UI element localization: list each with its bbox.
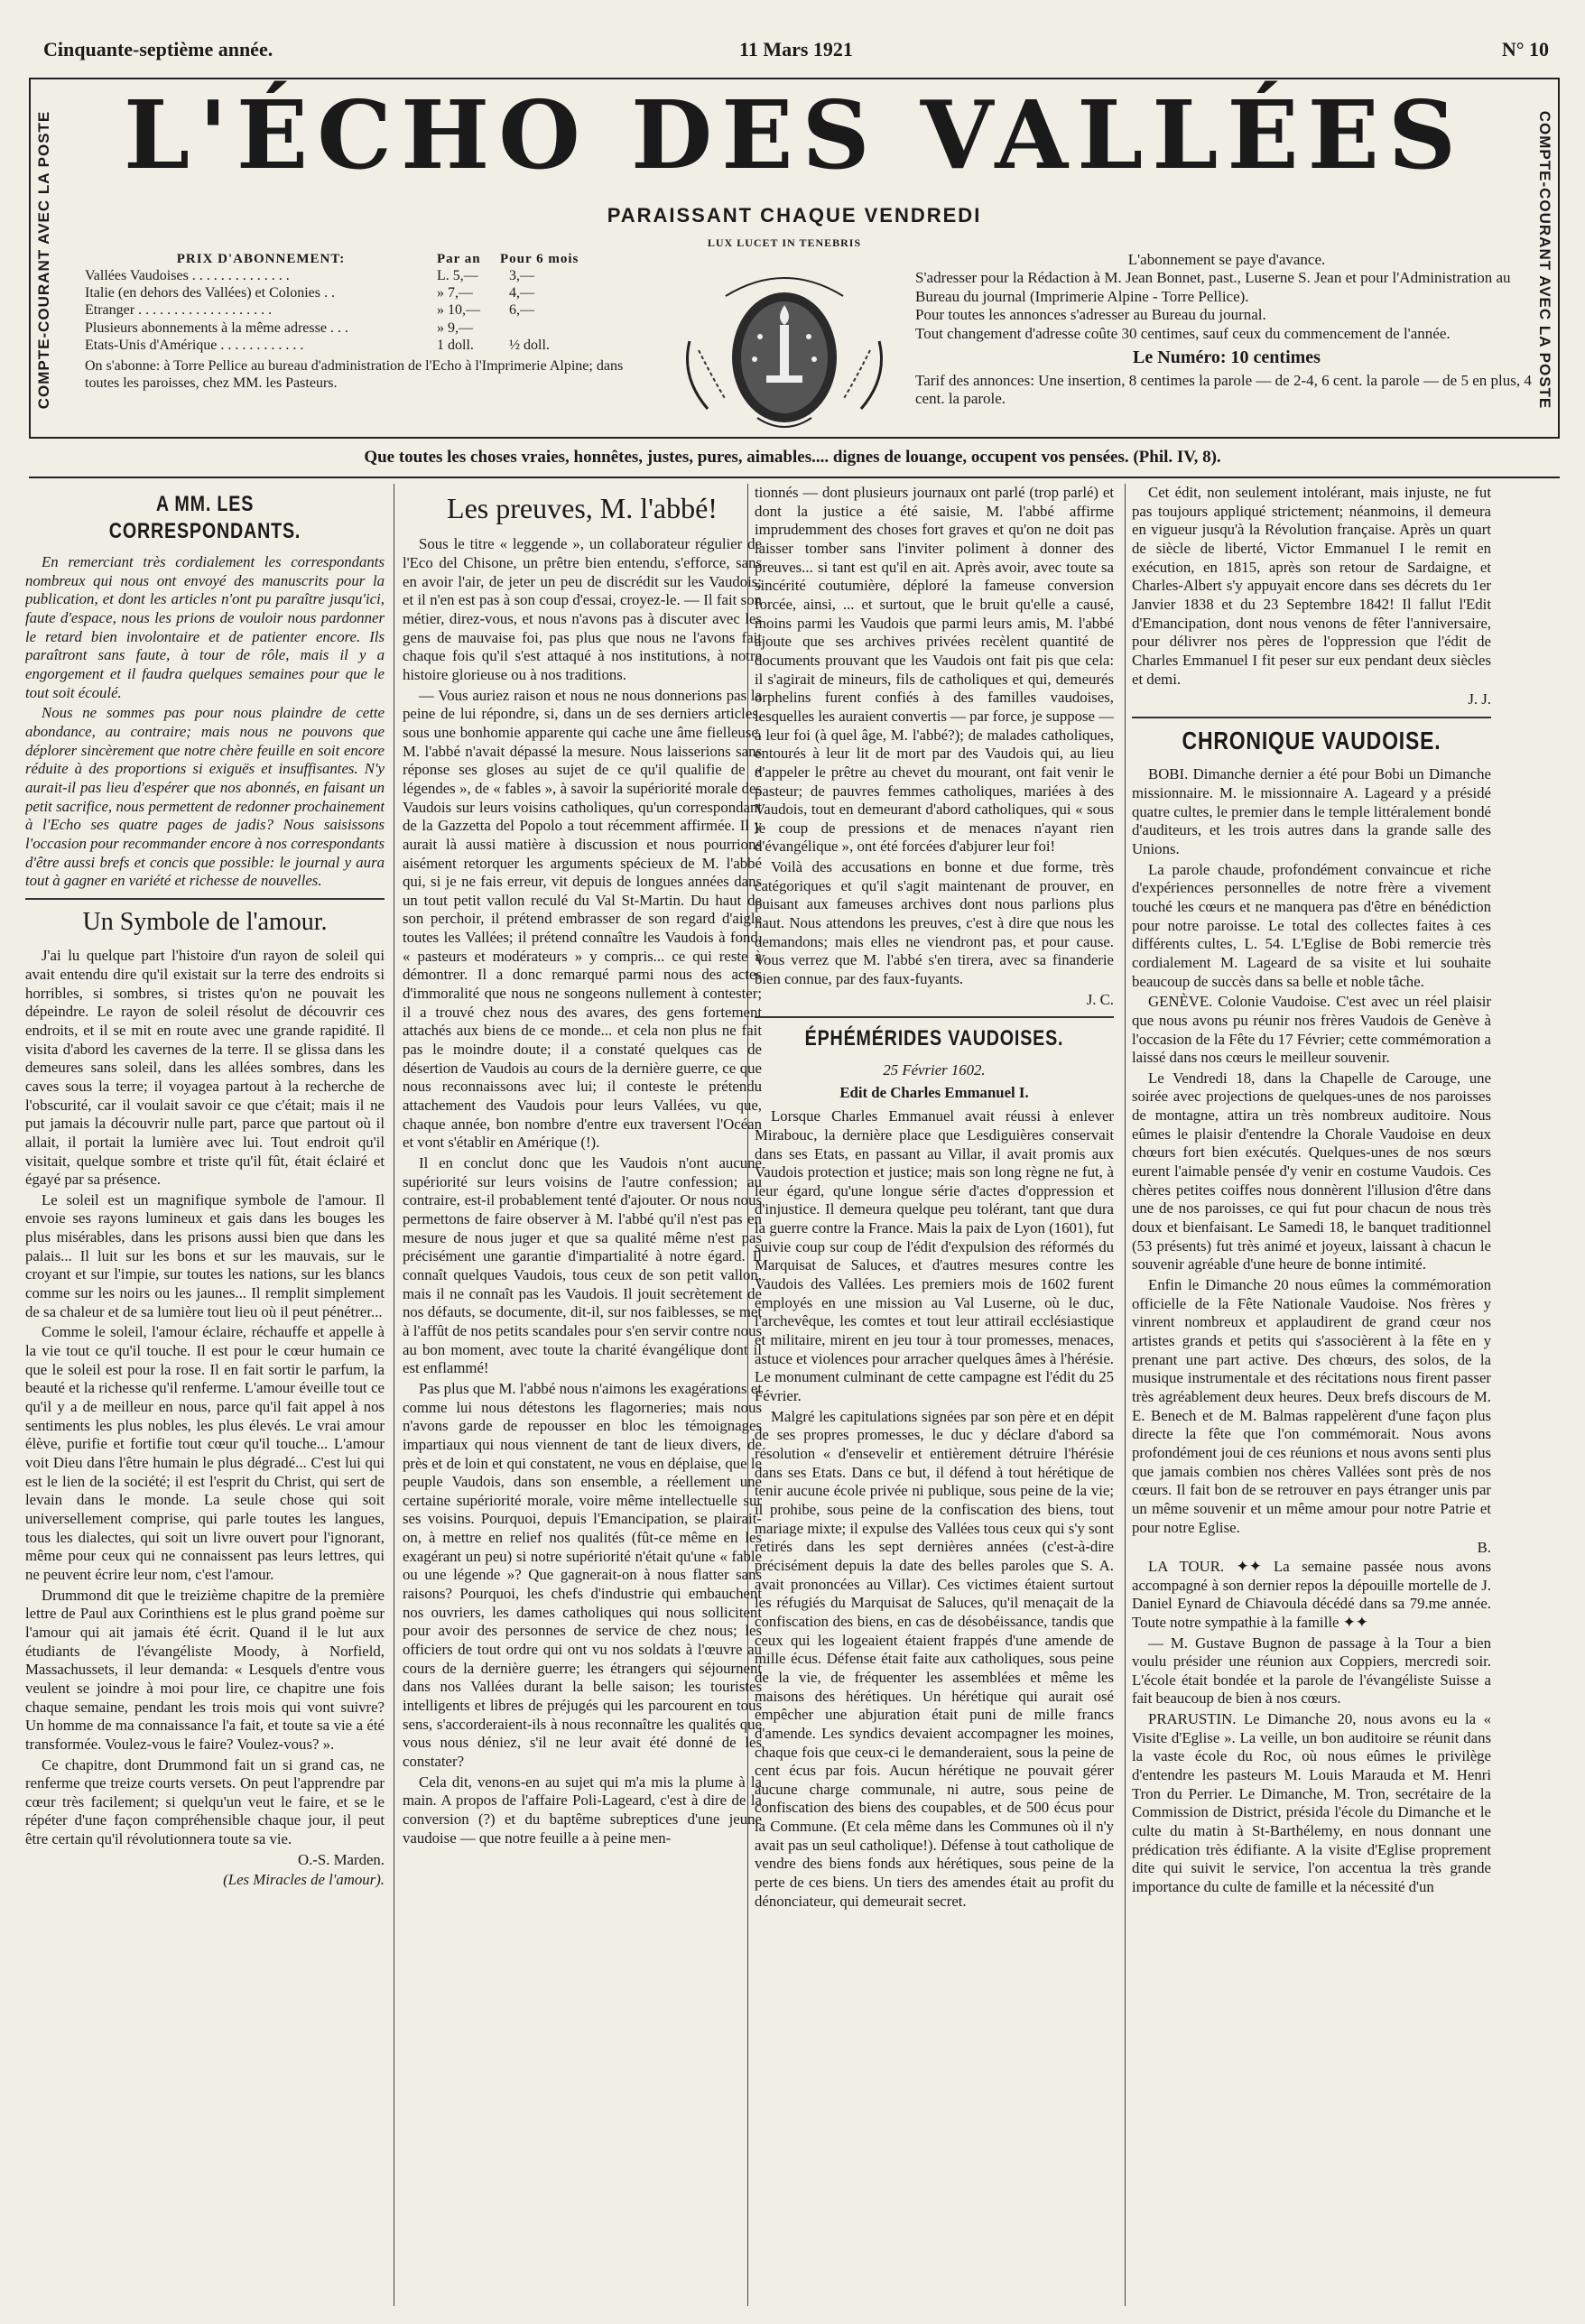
prices-heading: PRIX D'ABONNEMENT: (176, 252, 346, 266)
paragraph: PRARUSTIN. Le Dimanche 20, nous avons eu la « Visite d'Eglise ». La veille, un bon auditoire se réunit dans la vaste école du Roc, où nous eûmes le privilège d'entendre les pasteurs M. Louis Marauda et M. Henri Tron du Perrier. Le Dimanche, M. Tron, secrétaire de la Commission de District, présida l'école du Dimanche et le culte du matin à St-Barthélemy, en nous donnant une prédication très édifiante. A la visite d'Eglise proprement dite qui suivit le service, l'on accentua la très grande importance du culte de famille et la nécessité d'un (1132, 1710, 1491, 1896)
paragraph: LA TOUR. ✦✦ La semaine passée nous avons accompagné à son dernier repos la dépouille mortelle de J. Daniel Eynard de Chiavoula décédé dans sa 79.me année. Toute notre sympathie à la famille ✦✦ (1132, 1557, 1491, 1631)
issue-number: N° 10 (1501, 38, 1549, 60)
divider (25, 898, 385, 900)
newspaper-title: L'ÉCHO DES VALLÉES (123, 79, 1466, 190)
side-text-right: COMPTE-COURANT AVEC LA POSTE (1536, 110, 1553, 410)
paragraph: Pas plus que M. l'abbé nous n'aimons les exagérations et comme lui nous détestons les flagorneries; mais nous n'avons garde de repousser en bloc les témoignages impartiaux qui nous viennent de tant de lieux divers, de près et de loin et qui constatent, ne vous en déplaise, que le peuple Vaudois, dans son ensemble, a réellement une certaine supériorité morale, voire même intellectuelle sur ses voisins. Pourquoi, depuis l'Emancipation, se plairait-on, à mettre en relief nos qualités (fût-ce même en les exagérant un peu) si notre supériorité n'était qu'une « fable ou une légende »? Que gagnerait-on à nous flatter sans raisons? Pourquoi, les chefs d'industrie qui embauchent nos ouvriers, les dames catholiques qui nous sollicitent pour avoir des personnes de service de chez nous; les officiers de tout ordre qui ont vu nos soldats à l'œuvre au cours de la dernière guerre; les étrangers qui séjournent dans nos Vallées durant la belle saison; les touristes intelligents et libres de préjugés qui les parcourent en tous sens, s'accorderaient-ils à nous reconnaître les qualités que vous nous déniez, s'il ne leur avait été donné de les constater? (403, 1379, 762, 1771)
year-label: Cinquante-septième année. (43, 38, 273, 60)
paragraph: Sous le titre « leggende », un collaborateur régulier de l'Eco del Chisone, un prêtre bien entendu, s'efforce, sans en avoir l'air, de jeter un peu de discrédit sur les Vaudois; et il n'en est pas à son coup d'essai, croyez-le. — Il fait son métier, direz-vous, et nous n'avons pas à discuter avec les gens de mauvaise foi, pas plus que nous ne l'avons fait chaque fois qu'il s'est attaqué à nos institutions, à notre histoire glorieuse ou à nos traditions. (403, 535, 762, 683)
column-divider (1125, 484, 1126, 2306)
paragraph: Nous ne sommes pas pour nous plaindre de cette abondance, au contraire; mais nous ne pouvons que déplorer sincèrement que notre chère feuille en soit encore réduite à des proportions si exiguës et insuffisantes. N'y aurait-il pas lieu d'espérer que nos abonnés, en faisant un petit sacrifice, nous permettent de redonner prochainement à l'Echo ses quatre pages de jadis? Nous saisissons l'occasion pour recommander encore à nos correspondants d'être aussi brefs et concis que possible: le journal y aura tout à gagner en variété et richesse de nouvelles. (25, 704, 385, 890)
paragraph: J'ai lu quelque part l'histoire d'un rayon de soleil qui avait entendu dire qu'il existait sur la terre des endroits si horribles, si sombres, si tristes qu'on ne pouvait les dépeindre. Le rayon de soleil résolut de découvrir ces endroits, et il se mit en route avec une grande rapidité. Il visita d'abord les cavernes de la terre. Il se glissa dans les demeures sans soleil, dans les allées sombres, dans les caves sous la terre; il voyagea partout à la recherche de l'obscurité, car il voulait savoir ce que c'était; mais il ne put jamais la découvrir nulle part, parce que partout où il allait, il portait la lumière avec lui. Tout endroit qu'il visitait, quelque sombre et triste qu'il fût, était éclairé et égayé par sa présence. (25, 947, 385, 1189)
paragraph: — Vous auriez raison et nous ne nous donnerions pas la peine de lui répondre, si, dans un de ses derniers articles, sous une bonhomie apparente qui cache une âme fielleuse, M. l'abbé n'avait dépassé la mesure. Nous laisserions sans réponse ses gloses au sujet de ce qu'il qualifie de « légendes », de « fables », à savoir la supériorité morale des Vaudois sur leurs voisins catholiques, qu'un correspondant de la Gazzetta del Popolo a tout récemment affirmée. Il y aurait là aussi matière à discussion et nous pourrions aisément retorquer les arguments spécieux de M. l'abbé qui, si je ne fais erreur, vit depuis de longues années dans un tout petit vallon reculé du Val St-Martin. Du haut de son perchoir, il prétend embrasser de son regard d'aigle toutes les Vallées; il prétend connaître les Vaudois à fond, « pasteurs et modérateurs » y compris... ce qui reste à démontrer. Il a donc remarqué parmi nous des actes d'immoralité que nous ne songeons nullement à contester; il a trouvé chez nous des avares, des gens fortement attachés aux biens de ce monde... et cela non plus ne fait pas le moindre doute; il a constaté quelques cas de désertion de Vaudois au cours de la dernière guerre, ce que nous reconnaissons avec lui; il conteste le prétendu attachement des Vaudois pour leurs Vallées, vu que, chaque année, bon nombre d'entre eux traversent l'Océan et vont s'établir en Amérique (!). (403, 686, 762, 1152)
divider (755, 1016, 1114, 1018)
price-row: Etats-Unis d'Amérique . . . . . . . . . . . . 1 doll. ½ doll. (85, 337, 550, 353)
column-1 (25, 484, 385, 2306)
info-line: Tout changement d'adresse coûte 30 centimes, sauf ceux du commencement de l'année. (915, 324, 1451, 342)
price-row: Vallées Vaudoises . . . . . . . . . . . . . . L. 5,— 3,— (85, 268, 534, 283)
signature: J. C. (1086, 990, 1114, 1008)
top-line (43, 38, 1549, 69)
info-line: Pour toutes les annonces s'adresser au Bureau du journal. (915, 306, 1266, 324)
paragraph: La parole chaude, profondément convaincue et riche d'expériences personnelles de notre frère a vivement touché les cœurs et ne manquera pas d'être en bénédiction pour notre paroisse. Le total des collectes faites à ces différents cultes, L. 54. L'Eglise de Bobi remercie très cordialement M. Lageard de sa visite et lui souhaite beaucoup de succès dans sa belle et noble tâche. (1132, 860, 1491, 990)
prices-col-year: Par an (437, 252, 481, 266)
price-row: Plusieurs abonnements à la même adresse . . . » 9,— (85, 319, 473, 336)
article-heading: Un Symbole de l'amour. (82, 907, 328, 936)
column-4 (1132, 484, 1491, 2306)
paragraph: En remerciant très cordialement les correspondants nombreux qui nous ont envoyé des manuscrits pour la publication, et dont les articles n'ont pu paraître jusqu'ici, faute d'espace, nous les prions de vouloir nous pardonner le retard bien involontaire et de patienter encore. Ils paraîtront sans faute, à tour de rôle, mais il y a engorgement et il faudra quelques semaines pour que le tout soit écoulé. (25, 553, 385, 701)
signature: O.-S. Marden. (297, 1850, 385, 1868)
column-3 (755, 484, 1114, 2306)
article-date: 25 Février 1602. (883, 1060, 986, 1079)
subscription-prices (85, 251, 626, 392)
prices-col-half: Pour 6 mois (500, 252, 579, 266)
paragraph: Enfin le Dimanche 20 nous eûmes la commémoration officielle de la Fête Nationale Vaudoise. Nos frères y vinrent nombreux et applaudirent de grand cœur nos artistes grands et petits qui s'associèrent à la fête en y prenant une part active. Des chœurs, des solos, de la musique instrumentale et des récitations nous firent passer très agréablement deux heures. Deux brefs discours de M. E. Benech et de M. Balmas rappelèrent d'une façon plus directe la fête que l'on commémorait. Nous avons profondément joui de ces réunions et nous avons senti plus que jamais combien nos chères Vallées sont près de nos cœurs. Il fait bon de se retrouver en pays étranger unis par un même souvenir et un même amour pour notre Patrie et pour notre Eglise. (1132, 1276, 1491, 1536)
side-text-left: COMPTE-COURANT AVEC LA POSTE (35, 110, 52, 410)
article-heading: A MM. LES CORRESPONDANTS. (108, 492, 301, 543)
subscription-note: On s'abonne: à Torre Pellice au bureau d'administration de l'Echo à l'Imprimerie Alpine; dans toutes les paroisses, chez MM. les Pasteurs. (85, 357, 624, 392)
paragraph: GENÈVE. Colonie Vaudoise. C'est avec un réel plaisir que nous avons pu réunir nos frères Vaudois de Genève à l'occasion de la Fête du 17 Février; cette commémoration a laissé dans nos cœurs le meilleur souvenir. (1132, 993, 1491, 1067)
paragraph: — M. Gustave Bugnon de passage à la Tour a bien voulu présider une réunion aux Coppiers, mercredi soir. L'école était bondée et la parole de l'évangéliste Suisse a fait beaucoup de bien à nos cœurs. (1132, 1634, 1491, 1708)
column-2 (403, 484, 762, 2306)
signature: B. (1477, 1539, 1491, 1557)
publication-info (915, 251, 1538, 409)
divider (29, 477, 1560, 478)
paragraph: Le soleil est un magnifique symbole de l'amour. Il envoie ses rayons lumineux et gais dans les bouges les plus misérables, dans les prisons aussi bien que dans les palais... Il luit sur les bons et sur les mauvais, sur le croyant et sur l'impie, sur toutes les nations, sur les blancs comme sur les noirs ou les jaunes... Il remplit simplement de sa chaleur et de sa lumière tout lieu où il peut pénétrer... (25, 1190, 385, 1320)
article-heading: Les preuves, M. l'abbé! (447, 492, 718, 524)
paragraph: Cet édit, non seulement intolérant, mais injuste, ne fut pas toujours appliqué strictement; néanmoins, il demeura en vigueur jusqu'à la Révolution française. Après un quart de siècle de liberté, Victor Emmanuel I le remit en exécution, en 1815, après son retour de Sardaigne, et Charles-Albert s'y appuyait encore dans ses décrets du 1er Janvier 1838 et du 23 Septembre 1842! Il fallut l'Edit d'Emancipation, dont nous venons de fêter l'anniversaire, pour délivrer nos pères de l'oppression que l'édit de Charles Emmanuel I fit peser sur eux pendant deux siècles et demi. (1132, 484, 1491, 688)
waldensian-emblem (672, 236, 897, 449)
paragraph: Voilà des accusations en bonne et due forme, très catégoriques et qu'il s'agit maintenant de prouver, en puisant aux fameuses archives dont nous parlions plus haut. Nous attendons les preuves, c'est à dire que nous les demandons; mais elles ne viendront pas, et pour cause. Vous verrez que M. l'abbé s'en tirera, avec sa finanderie bien connue, par des faux-fuyants. (755, 858, 1114, 988)
candlestick-emblem-icon (672, 242, 897, 449)
issue-date: 11 Mars 1921 (739, 38, 853, 60)
ad-rates: Tarif des annonces: Une insertion, 8 centimes la parole — de 2-4, 6 cent. la parole — de 5 en plus, 4 cent. la parole. (915, 371, 1532, 408)
info-line: L'abonnement se paye d'avance. (1127, 251, 1326, 268)
paragraph: Malgré les capitulations signées par son père et en dépit de ses propres promesses, le duc y déclare d'abord sa résolution « d'ensevelir et entièrement détruire l'hérésie dans ses Etats. Dans ce but, il défend à tout hérétique de tenir aucune école privée ni publique, sous peine de la vie; il prohibe, sous peine de la confiscation des biens, tout mariage mixte; il expulse des Vallées tous ceux qui s'y sont retirés dans les sept dernières années (c'est-à-dire précisément depuis la date des belles paroles que S. A. avait prononcées au Villar). Ces victimes étaient surtout les réfugiés du Marquisat de Saluces, qu'il menaçait de la confiscation des biens, en cas de désobéissance, tandis que ceux qui les logeaient étaient frappés d'une amende de mille écus. Défense était faite aux catholiques, sous peine de la vie, de fréquenter les assemblées et même les maisons des hérétiques. Un hérétique qui aurait osé empêcher une abjuration était puni de mille francs d'amende. Les syndics devaient accompagner les moines, chaque fois que ceux-ci le demanderaient, sous la peine de cent écus par fois. Aucun hérétique ne pouvait gérer aucune charge communale, ni autre, sous peine de confiscation des biens des coupables, et de 500 écus pour la Commune. (Et cela même dans les Communes où il n'y avait pas un seul catholique!). Défense à tout catholique de vendre des biens fonds aux hérétiques, sous peine de la perte de ces biens. Un tiers des amendes était au profit du dénonciateur, qui demeurait secret. (755, 1407, 1114, 1910)
masthead (29, 78, 1560, 439)
info-line: S'adresser pour la Rédaction à M. Jean Bonnet, past., Luserne S. Jean et pour l'Administration au Bureau du journal (Imprimerie Alpine - Torre Pellice). (915, 269, 1511, 305)
epigraph: Que toutes les choses vraies, honnêtes, justes, pures, aimables.... dignes de louange, occupent vos pensées. (Phil. IV, 8). (364, 448, 1221, 467)
issue-price: Le Numéro: 10 centimes (1133, 347, 1321, 367)
emblem-motto: LUX LUCET IN TENEBRIS (707, 236, 862, 249)
paragraph: Comme le soleil, l'amour éclaire, réchauffe et appelle à la vie tout ce qu'il touche. Il est pour le cœur humain ce que le soleil est pour la rose. Il en fait sortir le parfum, la beauté et la richesse qu'il renferme. L'amour éveille tout ce qu'il y a de meilleur en nous, parce qu'il fait appel à nos sentiments les plus nobles, les plus élevés. Le vrai amour élève, purifie et fortifie tout cœur qu'il touche... L'amour voit Dieu dans l'être humain le plus dégradé... C'est lui qui est le lien de la société; il est l'esprit du Christ, qui sert de levain dans le monde. La seule chose qui soit universellement comprise, qui parle toutes les langues, tous les dialectes, qui soit un livre ouvert pour l'ignorant, même pour ceux qui ne connaissent pas leurs lettres, qui ne peuvent écrire leur nom, c'est l'amour. (25, 1323, 385, 1583)
paragraph: tionnés — dont plusieurs journaux ont parlé (trop parlé) et dont la justice a été saisie, M. l'abbé affirme imprudemment des choses fort graves et qu'on ne doit pas laisser tomber sans l'inviter poliment à donner des preuves... si tant est qu'il en ait. Après avoir, avec toute sa sincérité coutumière, déploré la fameuse conversion forcée, ainsi, ... et surtout, que le bruit qu'elle a causé, moins parmi les Vaudois que parmi leurs amis, M. l'abbé ajoute que ses archives privées recèlent quantité de documents prouvant que les Vaudois ont fait pis que cela: il s'agirait de mineurs, fils de catholiques et qui, demeurés orphelins furent confiés à des familles vaudoises, lesquelles les auraient convertis — par force, je suppose — à leur foi (à quel âge, M. l'abbé?); de malades catholiques, entourés à leur lit de mort par des Vaudois qui, au lieu d'appeler le prêtre au chevet du mourant, ont fait venir le pasteur; de pauvres femmes catholiques, mariées à des Vaudois, tout en demeurant d'abord catholiques, qui « sous le coup de pressions et de menaces n'ayant rien d'évangélique », ont été forcées d'abjurer leur foi! (755, 484, 1114, 856)
paragraph: BOBI. Dimanche dernier a été pour Bobi un Dimanche missionnaire. M. le missionnaire A. Lageard y a présidé quatre cultes, le premier dans le temple littéralement bondé d'auditeurs, et les trois autres dans la grande salle des Unions. (1132, 765, 1491, 857)
price-row: Etranger . . . . . . . . . . . . . . . . . . . » 10,— 6,— (85, 302, 534, 319)
paragraph: Drummond dit que le treizième chapitre de la première lettre de Paul aux Corinthiens est le plus grand poème sur l'amour qui ait jamais été écrit. Quand il le lut aux étudiants de l'évangéliste Moody, à Norfield, Massachussets, il leur demanda: « Lesquels d'entre vous veulent se joindre à moi pour lire, ce chapitre une fois chaque semaine, pendant les trois mois qui vont suivre? Un homme de ma connaissance l'a fait, et toute sa vie a été transformée. Voulez-vous le faire? Voulez-vous? ». (25, 1586, 385, 1753)
paragraph: Lorsque Charles Emmanuel avait réussi à enlever Mirabouc, la dernière place que Lesdiguières conservait dans ses Etats, en passant au Villar, il avait promis aux Vaudois protection et justice; mais son long règne ne fut, à leur égard, qu'une longue série d'actes d'oppression et d'injustice. Il demeura quelque peu tolérant, tant que dura la guerre contre la France. Mais la paix de Lyon (1601), fut suivie coup sur coup de l'édit d'expulsion des réformés du Marquisat de Saluces, et d'autres mesures contre les Vaudois des Vallées. Les premiers mois de 1602 furent employés en une mission au Val Luserne, où le duc, l'archevêque, les comtes et tout leur attirail ecclésiastique et militaire, mirent en jeu tour à tour promesses, menaces, astuce et violences pour arracher quelques âmes à l'hérésie. Le monument culminant de cette campagne est l'édit du 25 Février. (755, 1107, 1114, 1405)
article-heading: CHRONIQUE VAUDOISE. (1182, 726, 1441, 755)
price-row: Italie (en dehors des Vallées) et Colonies . . » 7,— 4,— (85, 285, 534, 301)
paragraph: Ce chapitre, dont Drummond fait un si grand cas, ne renferme que treize courts versets. On peut l'apprendre par cœur très facilement; si quelqu'un veut le faire, et se le répéter d'une façon compréhensible chaque jour, il peut être certain qu'il révolutionnera toute sa vie. (25, 1755, 385, 1848)
article-subheading: Edit de Charles Emmanuel I. (839, 1083, 1029, 1101)
paragraph: Le Vendredi 18, dans la Chapelle de Carouge, une soirée avec projections de quelques-unes de nos paroisses de montagne, attira un très nombreux auditoire. Nous eûmes le plaisir d'entendre la Chorale Vaudoise en deux chœurs fort bien exécutés. Quelques-unes de nos sœurs eurent l'aimable pensée d'y venir en costume Vaudois. Ces chères petites coiffes nous donnèrent l'illusion d'être dans une de nos paroisses, ce qui fut pour chacun de nous très doux et bienfaisant. Le Samedi 18, le banquet traditionnel (53 présents) fut très animé et joyeux, laissant à chacun le souvenir agréable d'une heure de bonne intimité. (1132, 1069, 1491, 1273)
article-heading: ÉPHÉMÉRIDES VAUDOISES. (804, 1026, 1064, 1051)
divider (1132, 717, 1491, 718)
source: (Les Miracles de l'amour). (223, 1871, 385, 1889)
paragraph: Cela dit, venons-en au sujet qui m'a mis la plume à la main. A propos de l'affaire Poli-Lageard, c'est à dire de la conversion (?) et du baptême subreptices d'une jeune vaudoise — que notre feuille a à peine men- (403, 1773, 762, 1847)
signature: J. J. (1468, 690, 1491, 708)
newspaper-subtitle: PARAISSANT CHAQUE VENDREDI (607, 204, 982, 227)
paragraph: Il en conclut donc que les Vaudois n'ont aucune supériorité sur leurs voisins de l'autre confession; au contraire, est-il probablement tenté d'ajouter. Or nous nous permettons de faire observer à M. l'abbé qu'il n'est pas en mesure de nous juger et que sa qualité même n'est pas précisément une garantie d'impartialité à notre égard. Il connaît quelques Vaudois, tous ceux de son petit vallon, mais il ne connaît pas les Vaudois. Il jouit secrètement de nos défauts, se documente, dit-il, sur nos faiblesses, se met à l'affût de nos petits scandales pour s'en servir contre nous au bon moment, avec toute la charité évangélique dont il est enflammé! (403, 1154, 762, 1377)
